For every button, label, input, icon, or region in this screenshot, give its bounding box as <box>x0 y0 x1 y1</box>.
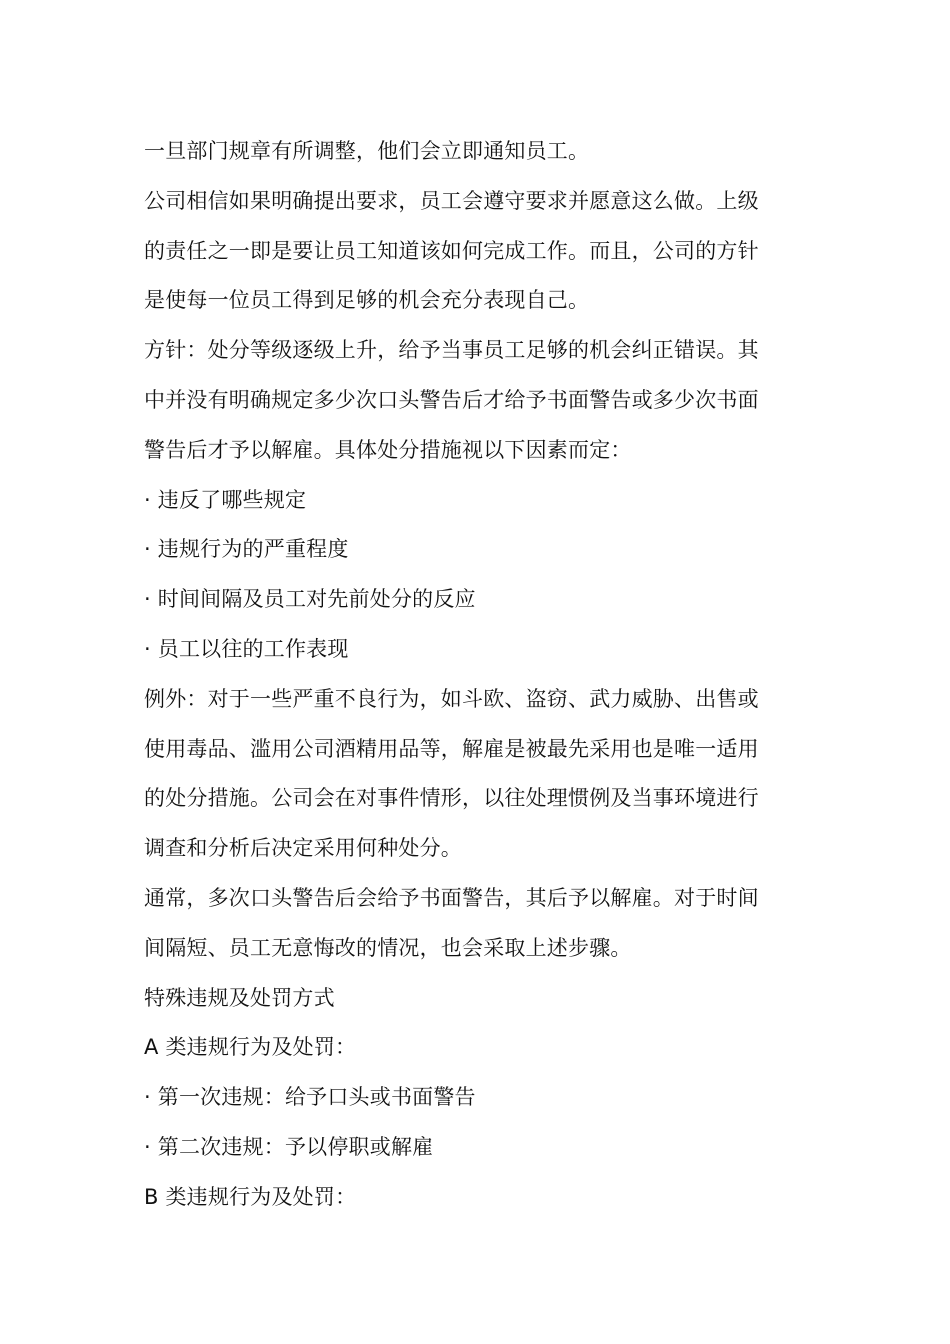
paragraph-line: 警告后才予以解雇。具体处分措施视以下因素而定： <box>144 437 632 462</box>
paragraph-line: 公司相信如果明确提出要求，员工会遵守要求并愿意这么做。上级 <box>144 188 759 213</box>
document-body <box>144 127 808 1223</box>
paragraph-line: 例外：对于一些严重不良行为，如斗欧、盗窃、武力威胁、出售或 <box>144 686 759 711</box>
paragraph-line: 间隔短、员工无意悔改的情况，也会采取上述步骤。 <box>144 935 632 960</box>
bullet-item: · 违规行为的严重程度 <box>144 537 349 562</box>
bullet-item: · 第一次违规：给予口头或书面警告 <box>144 1085 476 1110</box>
subsection-heading: A 类违规行为及处罚： <box>144 1035 357 1060</box>
paragraph-line: 的责任之一即是要让员工知道该如何完成工作。而且，公司的方针 <box>144 238 759 263</box>
paragraph-line: 调查和分析后决定采用何种处分。 <box>144 836 462 861</box>
paragraph-line: 方针：处分等级逐级上升，给予当事员工足够的机会纠正错误。其 <box>144 338 759 363</box>
bullet-item: · 违反了哪些规定 <box>144 487 307 512</box>
paragraph-line: 中并没有明确规定多少次口头警告后才给予书面警告或多少次书面 <box>144 387 759 412</box>
section-heading: 特殊违规及处罚方式 <box>144 985 335 1010</box>
bullet-item: · 第二次违规：予以停职或解雇 <box>144 1134 434 1159</box>
paragraph-line: 是使每一位员工得到足够的机会充分表现自己。 <box>144 288 590 313</box>
paragraph-line: 使用毒品、滥用公司酒精用品等，解雇是被最先采用也是唯一适用 <box>144 736 759 761</box>
bullet-item: · 时间间隔及员工对先前处分的反应 <box>144 587 476 612</box>
paragraph-line: 的处分措施。公司会在对事件情形，以往处理惯例及当事环境进行 <box>144 786 759 811</box>
paragraph-line: 一旦部门规章有所调整，他们会立即通知员工。 <box>144 139 590 163</box>
subsection-heading: B 类违规行为及处罚： <box>144 1184 357 1209</box>
paragraph-line: 通常，多次口头警告后会给予书面警告，其后予以解雇。对于时间 <box>144 885 759 910</box>
bullet-item: · 员工以往的工作表现 <box>144 636 349 661</box>
